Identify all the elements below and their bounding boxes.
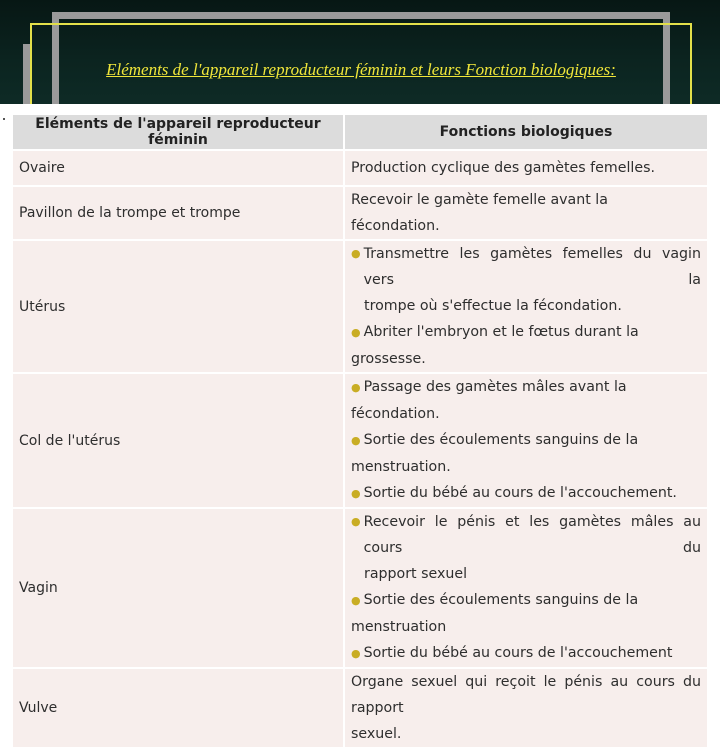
table-row — [12, 373, 708, 508]
function-line: ● Recevoir le pénis et les gamètes mâles au cours du — [351, 509, 701, 561]
function-cell — [344, 240, 708, 373]
function-cell — [344, 508, 708, 668]
function-cell — [344, 668, 708, 748]
function-line: Production cyclique des gamètes femelles. — [351, 160, 655, 176]
element-cell: Pavillon de la trompe et trompe — [12, 186, 344, 240]
table-row — [12, 150, 708, 186]
bullet-icon: ● — [351, 515, 361, 528]
header-functions: Fonctions biologiques — [344, 114, 708, 150]
function-cell — [344, 150, 708, 186]
bullet-icon: ● — [351, 594, 361, 607]
function-line: ● Abriter l'embryon et le fœtus durant la grossesse. — [351, 324, 639, 367]
function-cell — [344, 186, 708, 240]
function-cell — [344, 373, 708, 508]
bullet-icon: ● — [351, 247, 361, 260]
bullet-icon: ● — [351, 381, 361, 394]
function-line: ● Sortie du bébé au cours de l'accouchement. — [351, 485, 677, 501]
decorative-dot — [3, 118, 5, 120]
functions-table — [11, 113, 709, 749]
function-line-continued: trompe où s'effectue la fécondation. — [364, 298, 622, 314]
element-cell: Vagin — [12, 508, 344, 668]
function-line: ● Transmettre les gamètes femelles du vagin vers la — [351, 241, 701, 293]
element-cell: Col de l'utérus — [12, 373, 344, 508]
function-line: ● Passage des gamètes mâles avant la fécondation. — [351, 379, 627, 422]
slide-title: Eléments de l'appareil reproducteur féminin et leurs Fonction biologiques: — [106, 60, 616, 79]
function-line: Organe sexuel qui reçoit le pénis au cours du rapport — [351, 674, 701, 716]
function-line: ● Sortie du bébé au cours de l'accouchement — [351, 645, 673, 661]
function-line-continued: rapport sexuel — [364, 566, 468, 582]
header-elements: Eléments de l'appareil reproducteur féminin — [12, 114, 344, 150]
bullet-icon: ● — [351, 487, 361, 500]
table-header-row — [12, 114, 708, 150]
title-banner — [0, 0, 720, 104]
function-line: ● Sortie des écoulements sanguins de la menstruation — [351, 592, 639, 635]
function-line-continued: sexuel. — [351, 726, 402, 742]
table-row — [12, 668, 708, 748]
bullet-icon: ● — [351, 647, 361, 660]
table-row — [12, 186, 708, 240]
element-cell: Vulve — [12, 668, 344, 748]
bullet-icon: ● — [351, 434, 361, 447]
table-row — [12, 508, 708, 668]
function-line: Recevoir le gamète femelle avant la fécondation. — [351, 192, 608, 234]
bullet-icon: ● — [351, 326, 361, 339]
functions-table-container — [11, 113, 709, 749]
table-row — [12, 240, 708, 373]
decorative-frame-grey-left — [0, 44, 30, 104]
element-cell: Ovaire — [12, 150, 344, 186]
function-line: ● Sortie des écoulements sanguins de la menstruation. — [351, 432, 639, 475]
element-cell: Utérus — [12, 240, 344, 373]
